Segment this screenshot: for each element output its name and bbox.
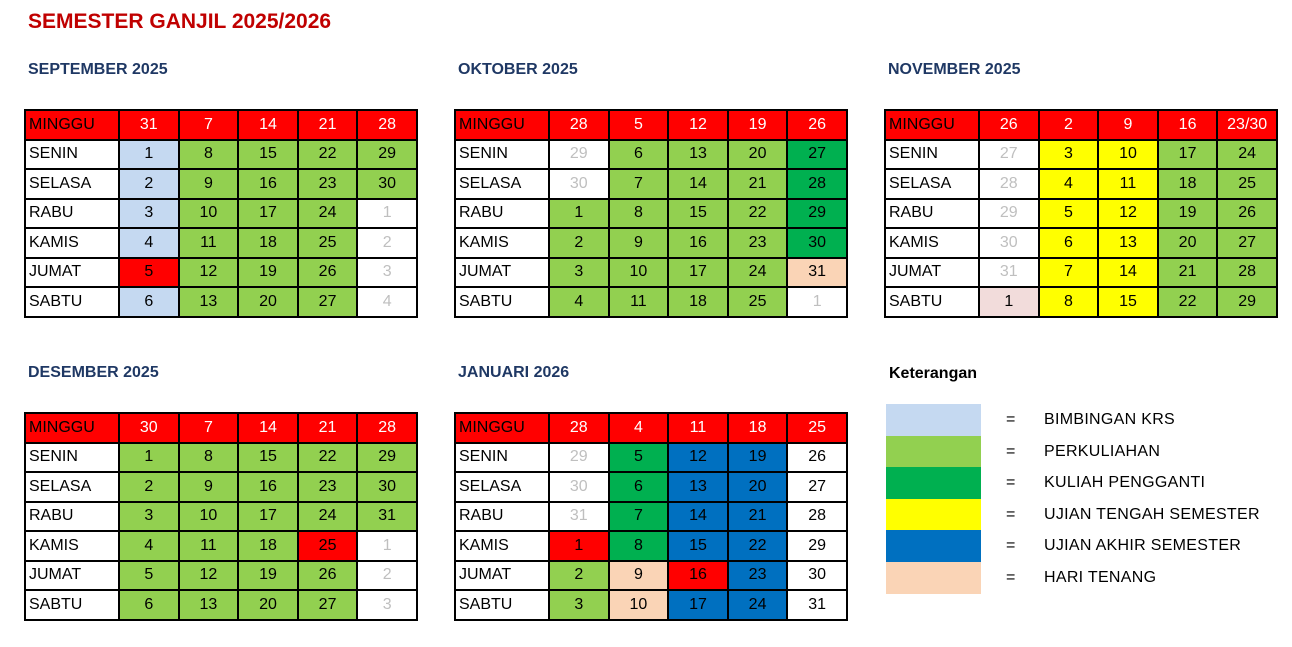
week-number: 28 (357, 413, 417, 443)
date-cell: 29 (357, 140, 417, 170)
month-table (454, 109, 848, 318)
date-cell: 13 (1098, 228, 1158, 258)
day-row (25, 199, 417, 229)
month-block (884, 60, 1278, 318)
legend-label: UJIAN TENGAH SEMESTER (1044, 505, 1260, 523)
date-cell: 12 (1098, 199, 1158, 229)
day-row (455, 228, 847, 258)
week-header-label: MINGGU (25, 110, 119, 140)
date-cell: 29 (549, 443, 609, 473)
legend-item (886, 467, 1276, 499)
day-row (25, 561, 417, 591)
legend-item (886, 404, 1276, 436)
week-number: 28 (549, 110, 609, 140)
week-header-label: MINGGU (885, 110, 979, 140)
date-cell: 8 (179, 140, 239, 170)
date-cell: 13 (668, 140, 728, 170)
week-number: 18 (728, 413, 788, 443)
month-title: JANUARI 2026 (458, 364, 570, 381)
day-label: RABU (885, 199, 979, 229)
date-cell: 12 (179, 258, 239, 288)
date-cell: 20 (238, 287, 298, 317)
date-cell: 17 (238, 199, 298, 229)
month-block (24, 363, 418, 621)
day-row (885, 140, 1277, 170)
date-cell: 6 (609, 140, 669, 170)
date-cell: 5 (1039, 199, 1099, 229)
date-cell: 23 (298, 472, 358, 502)
date-cell: 29 (549, 140, 609, 170)
week-number: 9 (1098, 110, 1158, 140)
day-row (25, 443, 417, 473)
legend-equals: = (1006, 474, 1016, 492)
week-number: 4 (609, 413, 669, 443)
date-cell: 6 (119, 287, 179, 317)
day-label: SELASA (455, 472, 549, 502)
date-cell: 14 (668, 502, 728, 532)
date-cell: 28 (787, 502, 847, 532)
date-cell: 22 (298, 140, 358, 170)
legend-equals: = (1006, 537, 1016, 555)
date-cell: 31 (979, 258, 1039, 288)
date-cell: 7 (609, 502, 669, 532)
date-cell: 9 (609, 561, 669, 591)
date-cell: 6 (609, 472, 669, 502)
date-cell: 29 (979, 199, 1039, 229)
day-label: JUMAT (25, 561, 119, 591)
legend-item (886, 499, 1276, 531)
date-cell: 20 (728, 472, 788, 502)
week-header-label: MINGGU (455, 110, 549, 140)
date-cell: 18 (238, 531, 298, 561)
date-cell: 1 (979, 287, 1039, 317)
day-row (25, 502, 417, 532)
day-row (455, 531, 847, 561)
day-label: SELASA (885, 169, 979, 199)
date-cell: 27 (1217, 228, 1277, 258)
week-number: 7 (179, 110, 239, 140)
date-cell: 7 (1039, 258, 1099, 288)
day-row (25, 590, 417, 620)
date-cell: 20 (238, 590, 298, 620)
date-cell: 30 (357, 472, 417, 502)
date-cell: 16 (668, 228, 728, 258)
date-cell: 29 (357, 443, 417, 473)
week-number: 23/30 (1217, 110, 1277, 140)
week-number: 21 (298, 110, 358, 140)
date-cell: 7 (609, 169, 669, 199)
day-row (25, 531, 417, 561)
date-cell: 29 (1217, 287, 1277, 317)
date-cell: 31 (549, 502, 609, 532)
day-label: SABTU (25, 590, 119, 620)
day-row (455, 561, 847, 591)
date-cell: 28 (1217, 258, 1277, 288)
date-cell: 3 (119, 502, 179, 532)
legend-swatch (886, 404, 981, 436)
day-row (455, 140, 847, 170)
date-cell: 20 (1158, 228, 1218, 258)
date-cell: 19 (238, 561, 298, 591)
date-cell: 4 (119, 531, 179, 561)
date-cell: 5 (119, 561, 179, 591)
week-header-row (885, 110, 1277, 140)
date-cell: 3 (119, 199, 179, 229)
date-cell: 17 (668, 590, 728, 620)
date-cell: 1 (549, 199, 609, 229)
date-cell: 27 (787, 472, 847, 502)
month-table (454, 412, 848, 621)
legend (886, 364, 1276, 594)
date-cell: 19 (728, 443, 788, 473)
day-row (885, 228, 1277, 258)
legend-swatch (886, 467, 981, 499)
day-label: RABU (25, 199, 119, 229)
day-label: KAMIS (455, 228, 549, 258)
date-cell: 15 (668, 531, 728, 561)
day-label: JUMAT (455, 258, 549, 288)
day-label: JUMAT (885, 258, 979, 288)
legend-item (886, 562, 1276, 594)
date-cell: 8 (179, 443, 239, 473)
date-cell: 24 (298, 502, 358, 532)
date-cell: 21 (728, 502, 788, 532)
date-cell: 30 (787, 228, 847, 258)
date-cell: 12 (668, 443, 728, 473)
week-header-label: MINGGU (25, 413, 119, 443)
week-header-row (25, 413, 417, 443)
date-cell: 4 (357, 287, 417, 317)
day-row (455, 169, 847, 199)
legend-label: BIMBINGAN KRS (1044, 411, 1176, 428)
date-cell: 14 (1098, 258, 1158, 288)
date-cell: 11 (179, 228, 239, 258)
legend-label: KULIAH PENGGANTI (1044, 474, 1206, 492)
week-number: 2 (1039, 110, 1099, 140)
date-cell: 24 (1217, 140, 1277, 170)
legend-title: Keterangan (889, 365, 978, 382)
week-number: 5 (609, 110, 669, 140)
date-cell: 30 (549, 169, 609, 199)
date-cell: 26 (787, 443, 847, 473)
day-row (455, 472, 847, 502)
day-label: RABU (455, 199, 549, 229)
week-number: 31 (119, 110, 179, 140)
legend-swatch (886, 530, 981, 562)
date-cell: 8 (609, 531, 669, 561)
date-cell: 19 (1158, 199, 1218, 229)
week-number: 26 (787, 110, 847, 140)
date-cell: 25 (298, 228, 358, 258)
date-cell: 24 (728, 590, 788, 620)
date-cell: 18 (1158, 169, 1218, 199)
week-header-row (455, 413, 847, 443)
day-row (885, 199, 1277, 229)
week-number: 7 (179, 413, 239, 443)
legend-swatch (886, 562, 981, 594)
date-cell: 15 (238, 443, 298, 473)
date-cell: 26 (298, 561, 358, 591)
date-cell: 19 (238, 258, 298, 288)
date-cell: 18 (668, 287, 728, 317)
day-row (25, 228, 417, 258)
day-label: SABTU (455, 590, 549, 620)
week-number: 28 (549, 413, 609, 443)
week-number: 12 (668, 110, 728, 140)
date-cell: 31 (787, 590, 847, 620)
date-cell: 1 (787, 287, 847, 317)
day-row (455, 443, 847, 473)
month-table (24, 412, 418, 621)
legend-label: HARI TENANG (1044, 568, 1157, 586)
date-cell: 8 (1039, 287, 1099, 317)
day-row (885, 258, 1277, 288)
date-cell: 25 (298, 531, 358, 561)
date-cell: 29 (787, 199, 847, 229)
date-cell: 30 (357, 169, 417, 199)
month-table (884, 109, 1278, 318)
date-cell: 2 (357, 561, 417, 591)
month-block (24, 60, 418, 318)
week-number: 21 (298, 413, 358, 443)
date-cell: 5 (609, 443, 669, 473)
date-cell: 23 (728, 228, 788, 258)
week-header-row (455, 110, 847, 140)
day-row (455, 590, 847, 620)
month-block (454, 363, 848, 621)
date-cell: 26 (298, 258, 358, 288)
month-title: SEPTEMBER 2025 (28, 61, 168, 78)
day-label: KAMIS (25, 531, 119, 561)
legend-equals: = (1006, 568, 1016, 586)
day-label: SENIN (455, 140, 549, 170)
week-number: 26 (979, 110, 1039, 140)
date-cell: 12 (179, 561, 239, 591)
day-label: SABTU (455, 287, 549, 317)
week-number: 14 (238, 413, 298, 443)
day-label: KAMIS (455, 531, 549, 561)
day-label: SENIN (25, 140, 119, 170)
date-cell: 5 (119, 258, 179, 288)
date-cell: 25 (728, 287, 788, 317)
date-cell: 27 (979, 140, 1039, 170)
date-cell: 3 (1039, 140, 1099, 170)
month-title: DESEMBER 2025 (28, 364, 159, 381)
date-cell: 28 (787, 169, 847, 199)
date-cell: 10 (1098, 140, 1158, 170)
day-row (885, 169, 1277, 199)
date-cell: 22 (298, 443, 358, 473)
day-label: KAMIS (885, 228, 979, 258)
day-label: KAMIS (25, 228, 119, 258)
date-cell: 25 (1217, 169, 1277, 199)
day-row (455, 287, 847, 317)
week-header-row (25, 110, 417, 140)
date-cell: 23 (728, 561, 788, 591)
day-row (25, 258, 417, 288)
legend-item (886, 530, 1276, 562)
date-cell: 27 (298, 590, 358, 620)
day-label: SENIN (25, 443, 119, 473)
date-cell: 2 (549, 228, 609, 258)
date-cell: 23 (298, 169, 358, 199)
day-row (25, 140, 417, 170)
week-number: 30 (119, 413, 179, 443)
date-cell: 18 (238, 228, 298, 258)
date-cell: 2 (549, 561, 609, 591)
day-row (25, 287, 417, 317)
date-cell: 28 (979, 169, 1039, 199)
legend-equals: = (1006, 505, 1016, 523)
date-cell: 3 (549, 258, 609, 288)
day-label: SABTU (25, 287, 119, 317)
week-number: 28 (357, 110, 417, 140)
date-cell: 4 (1039, 169, 1099, 199)
date-cell: 22 (1158, 287, 1218, 317)
date-cell: 1 (119, 140, 179, 170)
date-cell: 24 (298, 199, 358, 229)
legend-equals: = (1006, 411, 1016, 428)
date-cell: 15 (238, 140, 298, 170)
date-cell: 3 (357, 258, 417, 288)
date-cell: 1 (357, 199, 417, 229)
date-cell: 14 (668, 169, 728, 199)
month-table (24, 109, 418, 318)
day-row (885, 287, 1277, 317)
legend-swatch (886, 436, 981, 468)
legend-item (886, 436, 1276, 468)
date-cell: 9 (179, 169, 239, 199)
date-cell: 26 (1217, 199, 1277, 229)
month-block (454, 60, 848, 318)
day-row (25, 472, 417, 502)
date-cell: 9 (179, 472, 239, 502)
day-label: SENIN (455, 443, 549, 473)
legend-swatch (886, 499, 981, 531)
date-cell: 2 (357, 228, 417, 258)
date-cell: 21 (728, 169, 788, 199)
day-label: SENIN (885, 140, 979, 170)
date-cell: 30 (787, 561, 847, 591)
legend-label: UJIAN AKHIR SEMESTER (1044, 537, 1242, 555)
date-cell: 1 (549, 531, 609, 561)
date-cell: 22 (728, 531, 788, 561)
day-row (25, 169, 417, 199)
date-cell: 2 (119, 472, 179, 502)
date-cell: 17 (668, 258, 728, 288)
date-cell: 9 (609, 228, 669, 258)
date-cell: 4 (119, 228, 179, 258)
date-cell: 15 (668, 199, 728, 229)
date-cell: 16 (238, 472, 298, 502)
day-label: RABU (25, 502, 119, 532)
date-cell: 27 (787, 140, 847, 170)
date-cell: 21 (1158, 258, 1218, 288)
legend-equals: = (1006, 442, 1016, 460)
date-cell: 16 (238, 169, 298, 199)
day-label: RABU (455, 502, 549, 532)
date-cell: 30 (979, 228, 1039, 258)
date-cell: 3 (549, 590, 609, 620)
page-title: SEMESTER GANJIL 2025/2026 (28, 10, 332, 33)
day-label: JUMAT (25, 258, 119, 288)
date-cell: 10 (609, 258, 669, 288)
date-cell: 6 (119, 590, 179, 620)
date-cell: 13 (179, 590, 239, 620)
month-title: OKTOBER 2025 (458, 61, 578, 78)
date-cell: 8 (609, 199, 669, 229)
date-cell: 13 (668, 472, 728, 502)
day-row (455, 258, 847, 288)
date-cell: 16 (668, 561, 728, 591)
date-cell: 15 (1098, 287, 1158, 317)
date-cell: 11 (179, 531, 239, 561)
date-cell: 31 (787, 258, 847, 288)
week-number: 19 (728, 110, 788, 140)
date-cell: 10 (179, 199, 239, 229)
date-cell: 22 (728, 199, 788, 229)
date-cell: 1 (119, 443, 179, 473)
day-row (455, 199, 847, 229)
date-cell: 10 (179, 502, 239, 532)
day-label: JUMAT (455, 561, 549, 591)
day-label: SELASA (25, 472, 119, 502)
date-cell: 27 (298, 287, 358, 317)
week-header-label: MINGGU (455, 413, 549, 443)
week-number: 14 (238, 110, 298, 140)
date-cell: 11 (609, 287, 669, 317)
month-title: NOVEMBER 2025 (888, 61, 1021, 78)
week-number: 16 (1158, 110, 1218, 140)
date-cell: 17 (1158, 140, 1218, 170)
day-row (455, 502, 847, 532)
day-label: SELASA (455, 169, 549, 199)
date-cell: 17 (238, 502, 298, 532)
date-cell: 31 (357, 502, 417, 532)
date-cell: 2 (119, 169, 179, 199)
date-cell: 4 (549, 287, 609, 317)
date-cell: 20 (728, 140, 788, 170)
date-cell: 6 (1039, 228, 1099, 258)
date-cell: 29 (787, 531, 847, 561)
date-cell: 24 (728, 258, 788, 288)
date-cell: 1 (357, 531, 417, 561)
week-number: 25 (787, 413, 847, 443)
day-label: SELASA (25, 169, 119, 199)
legend-label: PERKULIAHAN (1044, 442, 1161, 460)
date-cell: 30 (549, 472, 609, 502)
legend-list (886, 404, 1276, 594)
date-cell: 3 (357, 590, 417, 620)
week-number: 11 (668, 413, 728, 443)
date-cell: 13 (179, 287, 239, 317)
date-cell: 11 (1098, 169, 1158, 199)
date-cell: 10 (609, 590, 669, 620)
day-label: SABTU (885, 287, 979, 317)
